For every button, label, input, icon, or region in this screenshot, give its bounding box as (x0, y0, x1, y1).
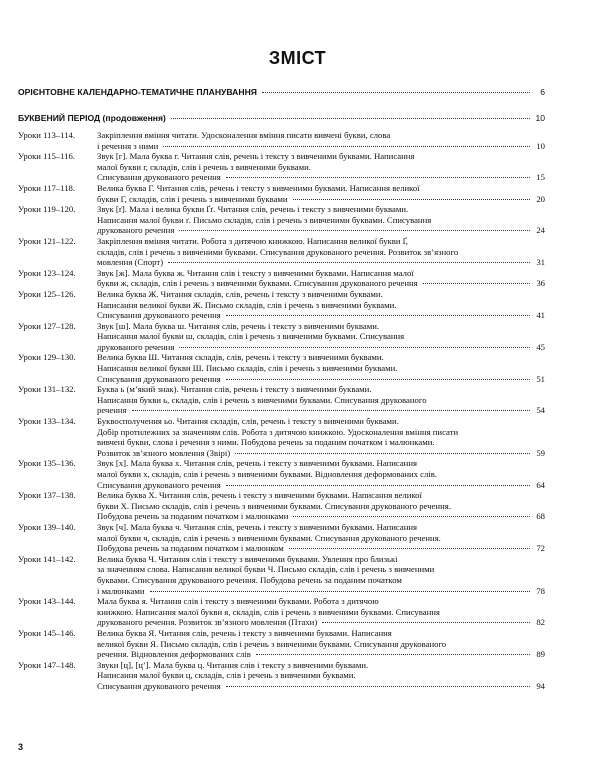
toc-entry-line (97, 480, 545, 491)
toc-entry-line (97, 586, 545, 597)
toc-entry-page: 68 (536, 511, 545, 522)
toc-entry-page: 31 (536, 257, 545, 268)
toc-entry-label: Уроки 125–126. (18, 288, 76, 299)
dot-leader (226, 177, 530, 178)
toc-entry-text: буквами. Списування друкованого речення. Побудова речень за поданим початком (97, 574, 402, 585)
toc-entry[interactable] (18, 660, 545, 692)
toc-entry-text: Велика буква Ч. Читання слів і тексту з вивченими буквами. Увлення про близькі (97, 553, 398, 564)
toc-entry-line (97, 225, 545, 236)
toc-entry-page: 89 (536, 649, 545, 660)
toc-entry-label: Уроки 133–134. (18, 416, 76, 427)
toc-entry-text: друкованого речення. Розвиток зв’язного мовлення (Птахи) (97, 617, 318, 628)
toc-entry[interactable] (18, 289, 545, 321)
toc-entry-line (97, 395, 545, 406)
toc-entry-line (97, 596, 545, 607)
toc-entry-line (97, 437, 545, 448)
toc-section-heading[interactable] (18, 113, 545, 123)
toc-entry-line (97, 490, 545, 501)
toc-entry-line (97, 331, 545, 342)
toc-entry-label: Уроки 141–142. (18, 553, 76, 564)
toc-entry-text: друкованого речення (97, 341, 175, 352)
dot-leader (179, 230, 530, 231)
toc-entry-text: Велика буква Г. Читання слів, речень і тексту з вивченими буквами. Написання великої (97, 182, 420, 193)
toc-entry-text: Звук [г]. Мала буква г. Читання слів, речень і тексту з вивченими буквами. Написання (97, 151, 415, 162)
toc-calendar-plan-page: 6 (540, 87, 545, 97)
toc-entry[interactable] (18, 384, 545, 416)
toc-entry-line (97, 268, 545, 279)
toc-entry-body (97, 268, 545, 289)
toc-entry-line (97, 511, 545, 522)
toc-entry-label: Уроки 135–136. (18, 458, 76, 469)
dot-leader (293, 199, 530, 200)
toc-entry-line (97, 607, 545, 618)
toc-entry-line (97, 427, 545, 438)
toc-entry-line (97, 564, 545, 575)
toc-entry[interactable] (18, 268, 545, 289)
toc-entry-line (97, 448, 545, 459)
toc-entry[interactable] (18, 628, 545, 660)
toc-entry-page: 36 (536, 278, 545, 289)
dot-leader (226, 379, 530, 380)
toc-entry-page: 51 (536, 373, 545, 384)
toc-entry-text: Написання великої букви Ж. Письмо складів, слів і речень з вивченими буквами. (97, 299, 397, 310)
toc-entry-line (97, 575, 545, 586)
toc-entry-text: вивчені букви, слова і речення з ними. Побудова речень за поданим початком і малюнками. (97, 437, 435, 448)
toc-entry-line (97, 649, 545, 660)
toc-entry-text: Закріплення вміння читати. Удосконалення вміння писати вивчені букви, слова (97, 130, 391, 140)
toc-entry-body (97, 130, 545, 151)
toc-entry-line (97, 321, 545, 332)
toc-entry-line (97, 257, 545, 268)
toc-entry-page: 78 (536, 585, 545, 596)
toc-entry-text: Розвиток зв’язного мовлення (Звірі) (97, 447, 231, 458)
dot-leader (171, 118, 530, 119)
toc-entry-line (97, 628, 545, 639)
toc-entry-text: Написання малої букви ш, складів, слів і речень з вивченими буквами. Списування (97, 331, 405, 342)
dot-leader (168, 262, 530, 263)
toc-entry-body (97, 289, 545, 321)
toc-entry-text: букви ж, складів, слів і речень з вивченими буквами. Списування друкованого речення (97, 278, 418, 289)
toc-entry-line (97, 278, 545, 289)
toc-entry-page: 10 (536, 140, 545, 151)
toc-entry-label: Уроки 145–146. (18, 627, 76, 638)
toc-entry-text: друкованого речення (97, 225, 175, 236)
toc-entry-page: 82 (536, 617, 545, 628)
toc-entry-line (97, 204, 545, 215)
toc-entry-body (97, 321, 545, 353)
dot-leader (262, 92, 530, 93)
dot-leader (132, 410, 530, 411)
toc-entry-label: Уроки 139–140. (18, 521, 76, 532)
toc-entry-text: Написання букви ь, складів, слів і речень з вивченими буквами. Списування друкованого (97, 394, 427, 405)
toc-entry[interactable] (18, 596, 545, 628)
toc-entry-label: Уроки 123–124. (18, 267, 76, 278)
toc-entry-body (97, 458, 545, 490)
toc-entry-body (97, 554, 545, 596)
toc-entry-body (97, 660, 545, 692)
dot-leader (423, 283, 530, 284)
toc-entry[interactable] (18, 522, 545, 554)
toc-entry-text: Мала буква я. Читання слів і тексту з вивченими буквами. Робота з дитячою (97, 596, 379, 607)
dot-leader (322, 622, 530, 623)
toc-entry-text: Написання малої букви ґ. Письмо складів, слів і речень з вивченими буквами. Списування (97, 214, 432, 225)
toc-entry[interactable] (18, 204, 545, 236)
toc-entry-body (97, 236, 545, 268)
toc-entry-line (97, 289, 545, 300)
toc-entry-text: Звук [ж]. Мала буква ж. Читання слів і тексту з вивченими буквами. Написання малої (97, 267, 414, 278)
toc-entry-line (97, 247, 545, 258)
page-number: 3 (18, 742, 24, 752)
toc-entry-list (18, 130, 545, 691)
toc-entry-page: 59 (536, 447, 545, 458)
dot-leader (235, 453, 530, 454)
toc-entry-line (97, 162, 545, 173)
dot-leader (226, 485, 530, 486)
toc-entry-text: малої букви г, складів, слів і речень з вивченими буквами. (97, 161, 311, 172)
toc-entry-page: 20 (536, 193, 545, 204)
toc-entry-text: малої букви ч, складів, слів і речень з вивченими буквами. Списування друкованого речення. (97, 532, 441, 543)
toc-entry-body (97, 628, 545, 660)
toc-entry[interactable] (18, 130, 545, 151)
toc-entry[interactable] (18, 490, 545, 522)
toc-entry-body (97, 490, 545, 522)
toc-entry-text: за значенням слова. Написання великої букви Ч. Письмо складів, слів і речень з вивченими (97, 564, 435, 575)
toc-entry-text: Звук [х]. Мала буква х. Читання слів, речень і тексту з вивченими буквами. Написання (97, 458, 417, 469)
toc-calendar-plan-label: ОРІЄНТОВНЕ КАЛЕНДАРНО-ТЕМАТИЧНЕ ПЛАНУВАННЯ (18, 87, 257, 97)
toc-entry-label: Уроки 143–144. (18, 596, 76, 607)
toc-entry-line (97, 215, 545, 226)
toc-entry-label: Уроки 129–130. (18, 352, 76, 363)
toc-entry-line (97, 639, 545, 650)
dot-leader (256, 654, 530, 655)
dot-leader (226, 315, 530, 316)
toc-entry-text: великої букви Я. Письмо складів, слів і речень з вивченими буквами. Списування друкованого (97, 638, 447, 649)
toc-entry-text: Велика буква Ж. Читання складів, слів, речень і тексту з вивченими буквами. (97, 288, 383, 299)
toc-entry-label: Уроки 121–122. (18, 235, 76, 246)
toc-entry-text: малої букви х, складів, слів і речень з вивченими буквами. Відновлення деформованих слів. (97, 469, 438, 479)
toc-entry-line (97, 363, 545, 374)
toc-entry-text: Буквосполучення ьо. Читання складів, слів, речень і тексту з вивченими буквами. (97, 416, 399, 427)
toc-entry-text: і речення з ними (97, 140, 159, 151)
toc-entry[interactable] (18, 183, 545, 204)
toc-entry-line (97, 236, 545, 247)
toc-entry-text: Написання великої букви Ш. Письмо складів, слів і речень з вивченими буквами. (97, 363, 398, 374)
toc-entry-text: Велика буква Х. Читання слів, речень і тексту з вивченими буквами. Написання великої (97, 490, 422, 501)
toc-entry-text: Списування друкованого речення (97, 373, 221, 384)
toc-entry-body (97, 416, 545, 458)
toc-entry-text: Добір протилежних за значенням слів. Робота з дитячою книжкою. Удосконалення вміння писати (97, 426, 459, 437)
toc-entry-text: речення. Відновлення деформованих слів (97, 649, 251, 660)
toc-section-label: БУКВЕНИЙ ПЕРІОД (продовження) (18, 113, 166, 123)
toc-entry-text: Буква ь (м’який знак). Читання слів, речень і тексту з вивченими буквами. (97, 384, 372, 395)
toc-entry-text: Звук [ш]. Мала буква ш. Читання слів, речень і тексту з вивченими буквами. (97, 320, 380, 331)
dot-leader (293, 516, 530, 517)
toc-entry-label: Уроки 137–138. (18, 490, 76, 501)
toc-entry-text: складів, слів і речень з вивченими буквами. Списування друкованого речення. Розвиток зв’язного (97, 246, 459, 257)
toc-entry-line (97, 374, 545, 385)
toc-entry-label: Уроки 115–116. (18, 151, 76, 162)
toc-entry-label: Уроки 117–118. (18, 182, 76, 193)
toc-entry-text: Списування друкованого речення (97, 310, 221, 321)
toc-entry-line (97, 310, 545, 321)
toc-entry-text: Списування друкованого речення (97, 172, 221, 183)
toc-entry[interactable] (18, 352, 545, 384)
toc-calendar-plan[interactable] (18, 87, 545, 97)
toc-entry[interactable] (18, 151, 545, 183)
toc-entry-line (97, 543, 545, 554)
toc-entry-line (97, 522, 545, 533)
toc-entry[interactable] (18, 554, 545, 596)
toc-entry-page: 72 (536, 543, 545, 554)
toc-entry-body (97, 522, 545, 554)
toc-entry-line (97, 533, 545, 544)
toc-entry-text: Списування друкованого речення (97, 680, 221, 691)
toc-entry-line (97, 617, 545, 628)
toc-entry-body (97, 204, 545, 236)
toc-entry-text: Звук [ч]. Мала буква ч. Читання слів, речень і тексту з вивченими буквами. Написання (97, 521, 418, 532)
toc-entry-label: Уроки 113–114. (18, 130, 76, 140)
toc-entry-page: 64 (536, 479, 545, 490)
dot-leader (163, 146, 530, 147)
toc-entry-text: Велика буква Ш. Читання складів, слів, речень і тексту з вивченими буквами. (97, 352, 384, 363)
toc-entry[interactable] (18, 236, 545, 268)
toc-entry-body (97, 352, 545, 384)
toc-entry-text: Побудова речень за поданим початком і малюнками (97, 511, 289, 522)
toc-entry-body (97, 183, 545, 204)
toc-entry-text: Побудова речень за поданим початком і малюнком (97, 543, 284, 554)
toc-entry-line (97, 183, 545, 194)
page-title: ЗМІСТ (268, 48, 327, 68)
toc-entry-line (97, 458, 545, 469)
toc-entry-page: 94 (536, 680, 545, 691)
toc-entry-line (97, 554, 545, 565)
toc-entry-page: 54 (536, 405, 545, 416)
toc-entry-text: і малюнками (97, 585, 145, 596)
toc-entry[interactable] (18, 321, 545, 353)
toc-entry-text: мовлення (Спорт) (97, 257, 164, 268)
toc-entry-text: Звуки [ц], [ц’]. Мала буква ц. Читання слів і тексту з вивченими буквами. (97, 659, 369, 670)
toc-entry-line (97, 172, 545, 183)
toc-entry-text: книжкою. Написання малої букви я, складів, слів і речень з вивченими буквами. Списування (97, 606, 440, 617)
toc-entry-line (97, 469, 545, 480)
toc-entry-line (97, 194, 545, 205)
toc-entry-line (97, 416, 545, 427)
toc-entry-line (97, 405, 545, 416)
toc-entry-line (97, 300, 545, 311)
toc-section-page: 10 (535, 113, 545, 123)
toc-entry-body (97, 384, 545, 416)
toc-entry-text: букви Х. Письмо складів, слів і речень з вивченими буквами. Списування друкованого речення. (97, 500, 451, 511)
toc-entry-text: Написання малої букви ц, складів, слів і речень з вивченими буквами. (97, 670, 356, 681)
toc-entry-page: 41 (536, 310, 545, 321)
toc-entry-line (97, 130, 545, 141)
toc-entry-page: 24 (536, 225, 545, 236)
toc-entry-text: букви Г, складів, слів і речень з вивченими буквами (97, 193, 288, 204)
toc-entry-line (97, 681, 545, 692)
toc-entry-line (97, 342, 545, 353)
toc-entry-label: Уроки 119–120. (18, 204, 76, 215)
toc-entry-page: 45 (536, 341, 545, 352)
toc-entry-line (97, 670, 545, 681)
toc-entry-line (97, 660, 545, 671)
toc-entry-text: Звук [ґ]. Мала і велика букви Ґґ. Читання слів, речень і тексту з вивченими буквами. (97, 204, 409, 215)
toc-entry-line (97, 151, 545, 162)
toc-entry-line (97, 384, 545, 395)
dot-leader (150, 591, 530, 592)
toc-entry-text: Списування друкованого речення (97, 479, 221, 490)
toc-entry-page: 15 (536, 172, 545, 183)
dot-leader (179, 347, 530, 348)
toc-entry-line (97, 352, 545, 363)
dot-leader (289, 548, 530, 549)
toc-entry-body (97, 596, 545, 628)
toc-entry-label: Уроки 147–148. (18, 659, 76, 670)
dot-leader (226, 686, 530, 687)
toc-entry-line (97, 141, 545, 152)
toc-entry-label: Уроки 131–132. (18, 384, 76, 395)
toc-entry-body (97, 151, 545, 183)
toc-entry-text: речення (97, 405, 127, 416)
toc-entry[interactable] (18, 416, 545, 458)
toc-entry-text: Велика буква Я. Читання слів, речень і тексту з вивченими буквами. Написання (97, 627, 392, 638)
toc-entry-line (97, 501, 545, 512)
toc-entry-text: Закріплення вміння читати. Робота з дитячою книжкою. Написання великої букви Ґ, (97, 235, 408, 246)
toc-entry[interactable] (18, 458, 545, 490)
toc-entry-label: Уроки 127–128. (18, 320, 76, 331)
